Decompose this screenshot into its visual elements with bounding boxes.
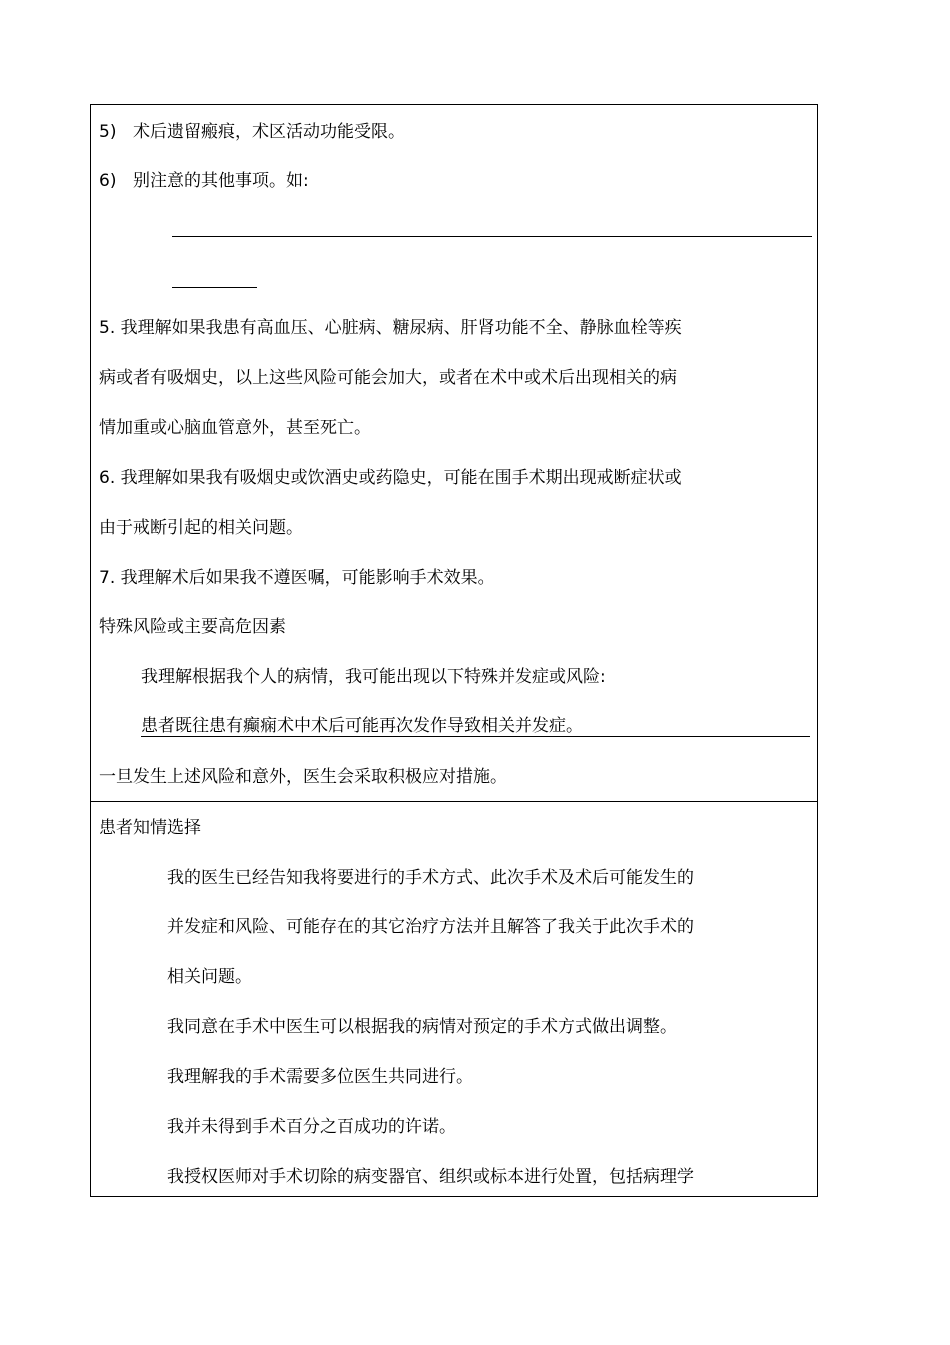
special-risk-input[interactable]: 患者既往患有癫痫术中术后可能再次发作导致相关并发症。 <box>141 716 810 737</box>
risk-item-6-text: 别注意的其他事项。如: <box>133 171 309 191</box>
informed-choice-p1-line-2: 并发症和风险、可能存在的其它治疗方法并且解答了我关于此次手术的 <box>167 917 694 937</box>
special-risk-closing: 一旦发生上述风险和意外，医生会采取积极应对措施。 <box>99 767 507 787</box>
paragraph-5-line-3: 情加重或心脑血管意外，甚至死亡。 <box>99 418 371 438</box>
informed-choice-heading: 患者知情选择 <box>99 818 201 838</box>
paragraph-5-line-1: 5. 我理解如果我患有高血压、心脏病、糖尿病、肝肾功能不全、静脉血栓等疾 <box>99 318 682 338</box>
informed-choice-p4: 我并未得到手术百分之百成功的许诺。 <box>167 1117 456 1137</box>
risk-item-5-text: 术后遗留瘢痕，术区活动功能受限。 <box>133 122 405 142</box>
informed-choice-p3: 我理解我的手术需要多位医生共同进行。 <box>167 1067 473 1087</box>
paragraph-6-line-2: 由于戒断引起的相关问题。 <box>99 518 303 538</box>
paragraph-6-line-1: 6. 我理解如果我有吸烟史或饮酒史或药隐史，可能在围手术期出现戒断症状或 <box>99 468 682 488</box>
informed-choice-p5: 我授权医师对手术切除的病变器官、组织或标本进行处置，包括病理学 <box>167 1167 694 1187</box>
paragraph-7: 7. 我理解术后如果我不遵医嘱，可能影响手术效果。 <box>99 568 495 588</box>
risk-item-6-number: 6) <box>99 171 117 191</box>
section-divider <box>91 801 817 802</box>
informed-choice-p2: 我同意在手术中医生可以根据我的病情对预定的手术方式做出调整。 <box>167 1017 677 1037</box>
risk-item-6 <box>99 171 309 191</box>
special-risk-heading: 特殊风险或主要高危因素 <box>99 617 286 637</box>
consent-form-table <box>90 104 818 1197</box>
other-notes-blank-line-1[interactable] <box>172 236 812 237</box>
special-risk-intro: 我理解根据我个人的病情，我可能出现以下特殊并发症或风险: <box>141 667 606 687</box>
informed-choice-p1-line-3: 相关问题。 <box>167 967 252 987</box>
informed-choice-p1-line-1: 我的医生已经告知我将要进行的手术方式、此次手术及术后可能发生的 <box>167 868 694 888</box>
other-notes-blank-line-2[interactable] <box>172 287 257 288</box>
risk-item-5-number: 5) <box>99 122 117 142</box>
paragraph-5-line-2: 病或者有吸烟史，以上这些风险可能会加大，或者在术中或术后出现相关的病 <box>99 368 677 388</box>
risk-item-5 <box>99 122 405 142</box>
